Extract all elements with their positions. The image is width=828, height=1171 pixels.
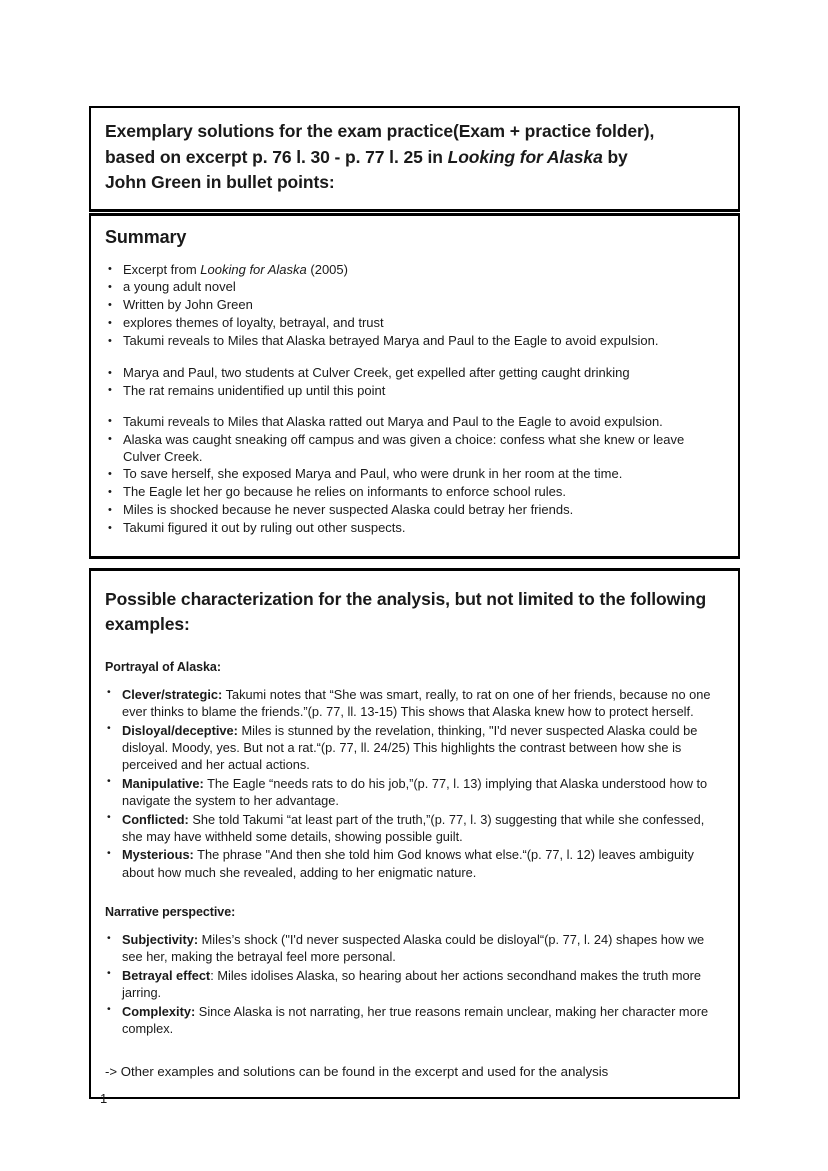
title-line-3: John Green in bullet points: [105, 172, 335, 193]
narrative-bullet-list [105, 931, 724, 1037]
bullet-label: Mysterious: [122, 847, 194, 863]
summary-bullet-group-3 [105, 414, 724, 537]
list-item: • Takumi figured it out by ruling out other suspects. [105, 520, 724, 537]
portrayal-of-alaska-heading: Portrayal of Alaska: [105, 659, 221, 674]
list-item [105, 931, 724, 966]
bullet-text: Miles’s shock ("I'd never suspected Alaska could be disloyal“(p. 77, l. 24) shapes how we see her, making the betrayal feel more personal. [122, 932, 705, 965]
bullet-label: Manipulative: [122, 775, 204, 791]
page-number: 1 [100, 1091, 108, 1106]
bullet-label: Betrayal effect [122, 967, 211, 983]
bullet-group-spacer [105, 351, 724, 365]
list-item: • Alaska was caught sneaking off campus and was given a choice: confess what she knew or leave Culver Creek. [105, 432, 724, 466]
list-item [105, 967, 724, 1002]
list-item: • Written by John Green [105, 297, 724, 314]
summary-heading: Summary [105, 227, 187, 248]
closing-note: -> Other examples and solutions can be found in the excerpt and used for the analysis [105, 1064, 609, 1080]
list-item: • Takumi reveals to Miles that Alaska betrayed Marya and Paul to the Eagle to avoid expulsion. [105, 333, 724, 350]
bullet-text: She told Takumi “at least part of the truth,”(p. 77, l. 3) suggesting that while she confessed, she may have withheld some details, showing possible guilt. [122, 811, 705, 844]
list-item [105, 722, 724, 774]
list-item [105, 1003, 724, 1038]
page-title [105, 119, 724, 196]
bullet-text: The phrase "And then she told him God knows what else.“(p. 77, l. 12) leaves ambiguity about how much she revealed, adding to her enigmatic nature. [122, 847, 694, 880]
title-line-1: Exemplary solutions for the exam practice(Exam + practice folder), [105, 121, 655, 141]
list-item: • Marya and Paul, two students at Culver Creek, get expelled after getting caught drinking [105, 365, 724, 382]
title-box [89, 106, 740, 212]
list-item: • The Eagle let her go because he relies on informants to enforce school rules. [105, 484, 724, 501]
bullet-text: Miles is stunned by the revelation, thinking, "I'd never suspected Alaska could be disloyal. Moody, yes. But not a rat.“(p. 77, ll. 24/25) This highlights the contrast between how she is perceived and her actual actions. [122, 722, 698, 773]
title-book-name: Looking for Alaska [447, 146, 603, 167]
bullet-text-post: (2005) [306, 261, 348, 277]
portrayal-bullet-list [105, 686, 724, 881]
list-item: • To save herself, she exposed Marya and Paul, who were drunk in her room at the time. [105, 466, 724, 483]
bullet-label: Conflicted: [122, 811, 189, 827]
list-item: • explores themes of loyalty, betrayal, and trust [105, 315, 724, 332]
bullet-text: : Miles idolises Alaska, so hearing about her actions secondhand makes the truth more jarring. [122, 967, 702, 1001]
list-item [105, 686, 724, 721]
list-item: • The rat remains unidentified up until this point [105, 383, 724, 400]
narrative-perspective-heading: Narrative perspective: [105, 905, 236, 920]
summary-box [89, 213, 740, 559]
document-body [89, 106, 740, 1099]
bullet-text: The Eagle “needs rats to do his job,”(p. 77, l. 13) implying that Alaska understood how to navigate the system to her advantage. [122, 775, 708, 809]
bullet-label: Complexity: [122, 1003, 196, 1019]
list-item: • a young adult novel [105, 279, 724, 296]
bullet-text: Takumi notes that “She was smart, really, to rat on one of her friends, because no one ever thinks to blame the friends.”(p. 77, ll. 13-15) This shows that Alaska knew how to protect herself. [122, 686, 711, 720]
summary-bullet-group-2 [105, 365, 724, 400]
summary-bullet-group-1 [105, 262, 724, 350]
bullet-group-spacer [105, 401, 724, 414]
list-item [105, 846, 724, 881]
list-item: • Takumi reveals to Miles that Alaska ratted out Marya and Paul to the Eagle to avoid expulsion. [105, 414, 724, 431]
bullet-label: Subjectivity: [122, 932, 199, 948]
analysis-box [89, 568, 740, 1099]
bullet-label: Disloyal/deceptive: [122, 722, 238, 738]
list-item [105, 775, 724, 810]
list-item: • Miles is shocked because he never suspected Alaska could betray her friends. [105, 502, 724, 519]
bullet-text: Since Alaska is not narrating, her true reasons remain unclear, making her character more complex. [122, 1003, 709, 1037]
title-line-2-post: by [602, 146, 628, 167]
title-line-2-pre: based on excerpt p. 76 l. 30 - p. 77 l. 25 in [105, 146, 448, 167]
bullet-text-italic: Looking for Alaska [200, 261, 307, 277]
analysis-heading: Possible characterization for the analysis, but not limited to the following examples: [105, 589, 707, 635]
bullet-text-pre: Excerpt from [123, 261, 201, 277]
bullet-label: Clever/strategic: [122, 686, 223, 702]
list-item [105, 811, 724, 846]
list-item [105, 262, 724, 279]
